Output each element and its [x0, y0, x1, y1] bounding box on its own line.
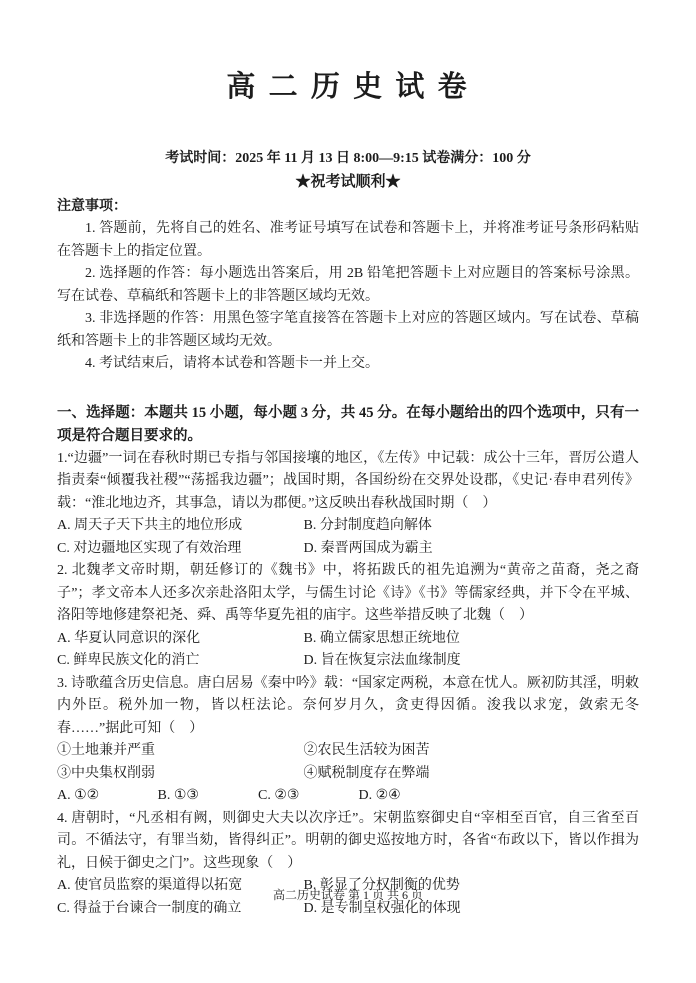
exam-wish-line: ★祝考试顺利★	[295, 174, 401, 190]
question-3-statement-row-34	[57, 763, 639, 786]
question-1	[57, 448, 639, 561]
page-title: 高 二 历 史 试 卷	[226, 71, 470, 103]
section-title: 一、选择题：本题共 15 小题，每小题 3 分，共 45 分。在每小题给出的四个选项中，只有一项是符合题目要求的。	[57, 404, 639, 444]
question-1-stem: 1.“边疆”一词在春秋时期已专指与邻国接壤的地区，《左传》中记载：成公十三年，晋厉公遣人指责秦“倾覆我社稷”“荡摇我边疆”；战国时期，各国纷纷在交界处设郡，《史记·春申君列传》载：“淮北地边齐，其事急，请以为郡便。”这反映出春秋战国时期（ ）	[57, 450, 639, 511]
statement-1: ①土地兼并严重	[57, 743, 155, 758]
option-d: D. 秦晋两国成为霸主	[303, 540, 433, 556]
option-d: D. ②④	[358, 788, 401, 803]
question-2-stem: 2. 北魏孝文帝时期，朝廷修订的《魏书》中，将拓跋氏的祖先追溯为“黄帝之苗裔，尧之裔子”；孝文帝本人还多次亲赴洛阳太学，与儒生讨论《诗》《书》等儒家经典，并下令在平城、洛阳等地修建祭祀尧、舜、禹等华夏先祖的庙宇。这些举措反映了北魏（ ）	[57, 563, 639, 623]
option-b: B. 彰显了分权制衡的优势	[303, 878, 460, 893]
question-3-statement-row-12	[57, 740, 639, 763]
notice-item-4: 4. 考试结束后，请将本试卷和答题卡一并上交。	[85, 356, 379, 371]
question-3-stem: 3. 诗歌蕴含历史信息。唐白居易《秦中吟》载：“国家定两税，本意在忧人。厥初防其淫，明敕内外臣。税外加一物，皆以枉法论。奈何岁月久，贪吏得因循。浚我以求宠，敛索无冬春……”据此可知（ ）	[57, 675, 639, 736]
option-d: D. 是专制皇权强化的体现	[303, 900, 461, 916]
question-1-option-row-ab	[57, 515, 639, 538]
question-2-option-row-cd	[57, 650, 639, 673]
notice-item-1: 1. 答题前，先将自己的姓名、准考证号填写在试卷和答题卡上，并将准考证号条形码粘贴在答题卡上的指定位置。	[57, 221, 639, 259]
option-c: C. 得益于台谏合一制度的确立	[57, 900, 242, 916]
option-d: D. 旨在恢复宗法血缘制度	[303, 653, 461, 668]
question-4	[57, 808, 639, 921]
question-1-option-row-cd	[57, 538, 639, 561]
option-b: B. ①③	[157, 788, 199, 803]
statement-3: ③中央集权削弱	[57, 765, 155, 781]
notice-item-2: 2. 选择题的作答：每小题选出答案后，用 2B 铅笔把答题卡上对应题目的答案标号涂黑。写在试卷、草稿纸和答题卡上的非答题区域均无效。	[57, 266, 639, 304]
option-c: C. ②③	[258, 788, 300, 803]
page-footer: 高二历史试卷 第 1 页 共 6 页	[272, 888, 423, 902]
option-a: A. 使官员监察的渠道得以拓宽	[57, 878, 243, 893]
question-3-option-row-abcd	[57, 785, 639, 808]
question-3	[57, 673, 639, 808]
exam-meta-line: 考试时间：2025 年 11 月 13 日 8:00—9:15 试卷满分：100 分	[165, 151, 531, 166]
option-a: A. 周天子天下共主的地位形成	[57, 518, 243, 533]
option-b: B. 确立儒家思想正统地位	[303, 630, 460, 646]
option-a: A. ①②	[57, 788, 100, 803]
question-4-stem: 4. 唐朝时，“凡丞相有阙，则御史大夫以次序迁”。宋朝监察御史自“宰相至百官，自三省至百司。不循法守，有罪当劾，皆得纠正”。明朝的御史巡按地方时，各省“布政以下，皆以作揖为礼，日候于御史之门”。这些现象（ ）	[57, 810, 639, 871]
notice-title: 注意事项：	[57, 199, 127, 214]
question-2-option-row-ab	[57, 628, 639, 651]
option-c: C. 鲜卑民族文化的消亡	[57, 653, 200, 668]
statement-2: ②农民生活较为困苦	[303, 743, 430, 758]
option-b: B. 分封制度趋向解体	[303, 518, 432, 533]
statement-4: ④赋税制度存在弊端	[303, 765, 430, 781]
question-2	[57, 560, 639, 673]
option-a: A. 华夏认同意识的深化	[57, 630, 201, 646]
notice-item-3: 3. 非选择题的作答：用黑色签字笔直接答在答题卡上对应的答题区域内。写在试卷、草稿纸和答题卡上的非答题区域均无效。	[57, 311, 639, 349]
option-c: C. 对边疆地区实现了有效治理	[57, 540, 242, 556]
